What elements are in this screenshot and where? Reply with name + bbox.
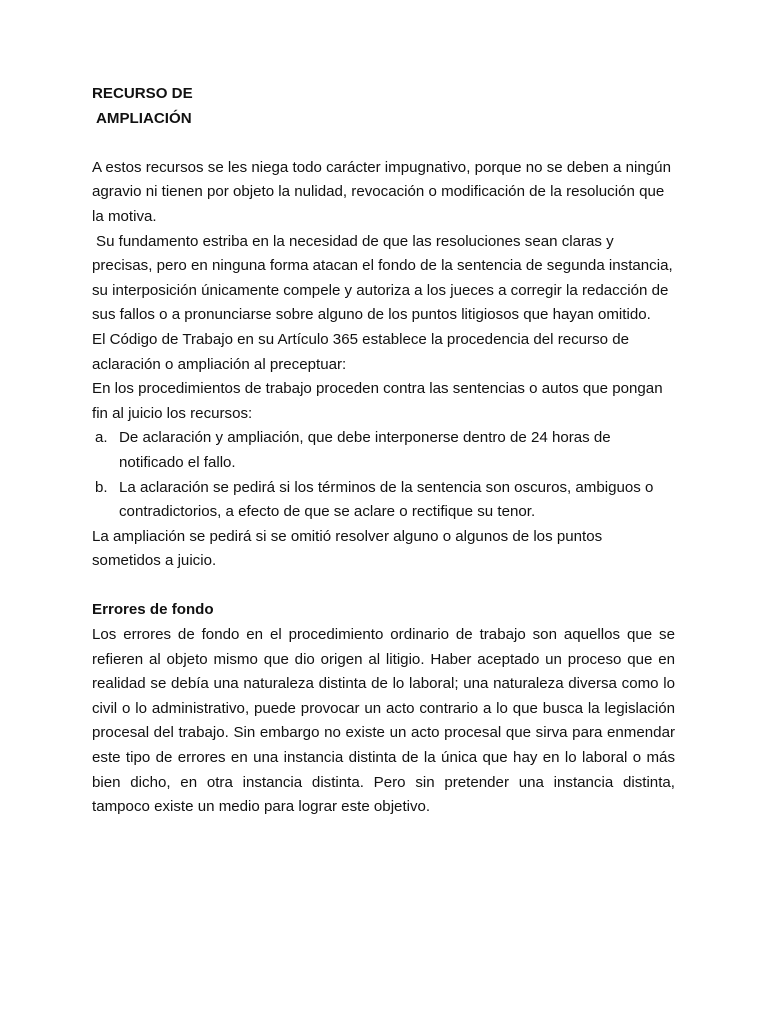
recursos-list [92,426,675,524]
section-heading: Errores de fondo [92,601,214,619]
blank-line [92,131,675,156]
document-page [92,82,675,820]
list-item-text: De aclaración y ampliación, que debe interponerse dentro de 24 horas de notificado el fallo. [119,429,611,471]
paragraph-fundamento: Su fundamento estriba en la necesidad de que las resoluciones sean claras y precisas, pero en ninguna forma atacan el fondo de la sentencia de segunda instancia, su interposición únicamente compele y autoriza a los jueces a corregir la redacción de sus fallos o a pronunciarse sobre alguno de los puntos litigiosos que hayan omitido. [92,232,673,324]
list-marker: b. [95,478,108,496]
list-item-text: La aclaración se pedirá si los términos de la sentencia son oscuros, ambiguos o contradictorios, a efecto de que se aclare o rectifique su tenor. [119,478,654,521]
blank-line [92,574,675,599]
paragraph-ampliacion: La ampliación se pedirá si se omitió resolver alguno o algunos de los puntos sometidos a juicio. [92,527,603,570]
paragraph-procedimientos: En los procedimientos de trabajo proceden contra las sentencias o autos que pongan fin al juicio los recursos: [92,380,663,422]
document-title-line-1: RECURSO DE [92,85,193,102]
list-marker: a. [95,429,108,447]
paragraph-intro: A estos recursos se les niega todo carácter impugnativo, porque no se deben a ningún agravio ni tienen por objeto la nulidad, revocación o modificación de la resolución que la motiva. [92,158,671,225]
document-title-line-2: AMPLIACIÓN [96,109,192,127]
paragraph-errores-de-fondo: Los errores de fondo en el procedimiento ordinario de trabajo son aquellos que se refieren al objeto mismo que dio origen al litigio. Haber aceptado un proceso que en realidad se debía una naturaleza distinta de lo laboral; una naturaleza diversa como lo civil o lo administrativo, puede provocar un acto contrario a lo que busca la legislación procesal del trabajo. Sin embargo no existe un acto procesal que sirva para enmendar este tipo de errores en una instancia distinta de la única que hay en lo laboral o más bien dicho, en otra instancia distinta. Pero sin pretender una instancia distinta, tampoco existe un medio para lograr este objetivo. [92,626,675,816]
paragraph-codigo-trabajo: El Código de Trabajo en su Artículo 365 establece la procedencia del recurso de aclaración o ampliación al preceptuar: [92,330,630,373]
list-item [92,426,675,475]
list-item [92,476,675,525]
